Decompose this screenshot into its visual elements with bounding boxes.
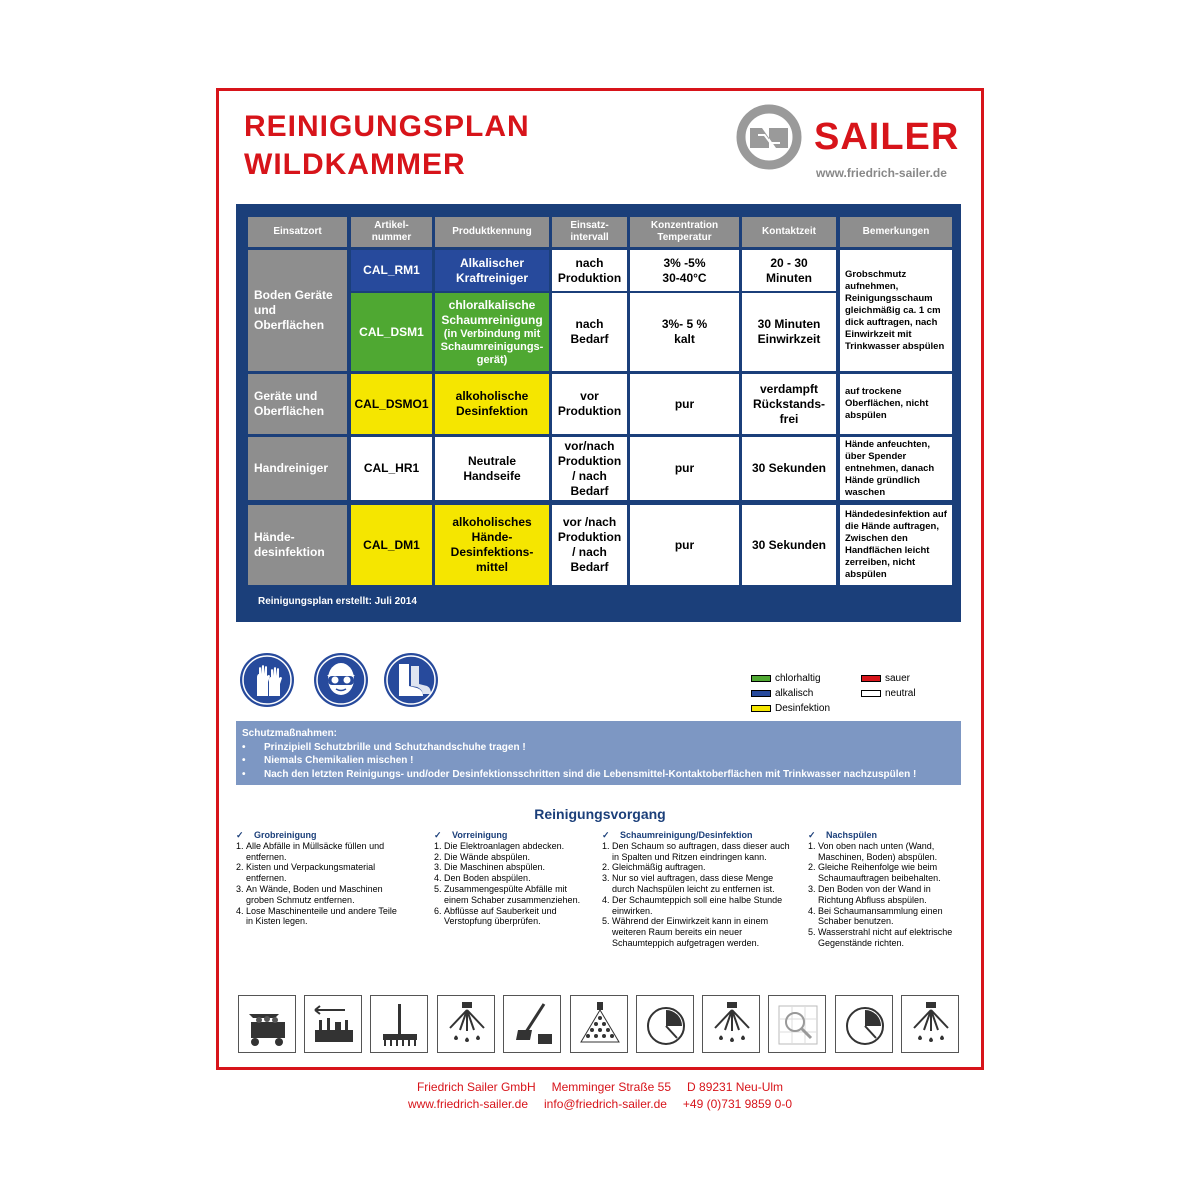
list-number: 3. bbox=[602, 873, 610, 884]
procedure-step-title: Nachspülen bbox=[826, 830, 878, 840]
scraper-icon bbox=[503, 995, 561, 1053]
list-text: Von oben nach unten (Wand, Maschinen, Boden) abspülen. bbox=[818, 840, 938, 862]
checkmark-icon: ✓ bbox=[602, 830, 610, 840]
list-text: Nur so viel auftragen, dass diese Menge durch Nachspülen leicht zu entfernen ist. bbox=[612, 873, 775, 894]
produkt-name: alkoholische Desinfektion bbox=[455, 389, 529, 418]
table-header: Artikel- nummer bbox=[351, 217, 432, 247]
list-item bbox=[602, 873, 792, 895]
timer-icon bbox=[835, 995, 893, 1053]
bemerkung: Grobschmutz aufnehmen, Reinigungsschaum gleichmäßig ca. 1 cm dick auftragen, nach Einwirkzeit mit Trinkwasser abspülen bbox=[840, 250, 952, 371]
list-item bbox=[236, 862, 406, 884]
table-header: Einsatzort bbox=[248, 217, 347, 247]
list-item bbox=[602, 916, 792, 948]
kontaktzeit: 30 Sekunden bbox=[742, 505, 836, 585]
logo-name: SAILER bbox=[814, 116, 960, 158]
list-text: Alle Abfälle in Müllsäcke füllen und entfernen. bbox=[246, 840, 385, 862]
list-number: 2. bbox=[236, 862, 244, 873]
legend-desinfektion: Desinfektion bbox=[751, 703, 830, 714]
list-text: Bei Schaumansammlung einen Schaber benutzen. bbox=[818, 905, 943, 927]
list-text: Kisten und Verpackungsmaterial entfernen. bbox=[246, 862, 376, 884]
list-item bbox=[434, 841, 594, 852]
list-item bbox=[808, 884, 958, 906]
produkt-kennung bbox=[435, 250, 549, 291]
einsatzort-label: Boden Geräte und Oberflächen bbox=[248, 250, 347, 371]
list-item bbox=[808, 906, 958, 928]
street: Memminger Straße 55 bbox=[551, 1080, 672, 1094]
list-item bbox=[434, 884, 594, 906]
safety-measures bbox=[236, 721, 961, 785]
foam-apply-icon bbox=[570, 995, 628, 1053]
spray-rinse-icon bbox=[702, 995, 760, 1053]
einsatzort-label: Geräte und Oberflächen bbox=[248, 374, 347, 434]
produkt-kennung bbox=[435, 293, 549, 371]
remove-tools-icon bbox=[304, 995, 362, 1053]
table-header: Bemerkungen bbox=[840, 217, 952, 247]
safety-item: • Nach den letzten Reinigungs- und/oder Desinfektionsschritten sind die Lebensmittel-Kontaktoberflächen mit Trinkwasser nachzuspülen ! bbox=[242, 768, 917, 780]
legend-swatch-red bbox=[861, 675, 881, 682]
list-number: 4. bbox=[602, 894, 610, 905]
phone-number: +49 (0)731 9859 0-0 bbox=[682, 1097, 793, 1111]
list-text: Lose Maschinenteile und andere Teile in Kisten legen. bbox=[246, 905, 397, 927]
address-line-1 bbox=[0, 1079, 1200, 1096]
bemerkung: Händedesinfektion auf die Hände auftragen, Zwischen den Handflächen leicht zerreiben, nicht abspülen bbox=[840, 505, 952, 585]
list-number: 4. bbox=[808, 905, 816, 916]
einsatz-intervall: vor/nach Produktion / nach Bedarf bbox=[552, 437, 627, 500]
procedure-step-head bbox=[602, 830, 792, 841]
legend-alkalisch: alkalisch bbox=[751, 688, 813, 699]
procedure-step-head bbox=[808, 830, 958, 841]
legend-swatch-yellow bbox=[751, 705, 771, 712]
waste-cart-icon bbox=[238, 995, 296, 1053]
list-text: Wasserstrahl nicht auf elektrische Gegenstände richten. bbox=[818, 927, 953, 948]
einsatzort-label: Handreiniger bbox=[248, 437, 347, 500]
artikel-nummer: CAL_DSM1 bbox=[351, 293, 432, 371]
list-number: 2. bbox=[434, 851, 442, 862]
produkt-name: Alkalischer Kraftreiniger bbox=[455, 255, 529, 285]
produkt-name: chloralkalische Schaumreinigung bbox=[441, 297, 543, 327]
list-number: 1. bbox=[236, 840, 244, 851]
legend-swatch-blue bbox=[751, 690, 771, 697]
konzentration: pur bbox=[630, 374, 739, 434]
procedure-step-title: Vorreinigung bbox=[452, 830, 508, 840]
bemerkung: Hände anfeuchten, über Spender entnehmen, danach Hände gründlich waschen bbox=[840, 437, 952, 500]
bemerkung: auf trockene Oberflächen, nicht abspülen bbox=[840, 374, 952, 434]
logo-url[interactable]: www.friedrich-sailer.de bbox=[816, 166, 947, 180]
produkt-kennung bbox=[435, 374, 549, 434]
produkt-kennung bbox=[435, 505, 549, 585]
artikel-nummer: CAL_DM1 bbox=[351, 505, 432, 585]
list-item bbox=[236, 841, 406, 863]
einsatz-intervall: vor /nach Produktion / nach Bedarf bbox=[552, 505, 627, 585]
produkt-kennung bbox=[435, 437, 549, 500]
kontaktzeit: 30 Sekunden bbox=[742, 437, 836, 500]
list-item bbox=[434, 906, 594, 928]
einsatz-intervall: vor Produktion bbox=[552, 374, 627, 434]
list-item bbox=[434, 852, 594, 863]
produkt-name: Neutrale Handseife bbox=[463, 453, 521, 483]
list-text: Den Boden abspülen. bbox=[444, 873, 531, 884]
list-text: Während der Einwirkzeit kann in einem weiteren Raum bereits ein neuer Schaumteppich aufgetragen werden. bbox=[612, 916, 769, 948]
checkmark-icon: ✓ bbox=[434, 830, 442, 840]
safety-goggles-icon bbox=[313, 652, 369, 708]
einsatz-intervall: nach Bedarf bbox=[552, 293, 627, 371]
list-number: 6. bbox=[434, 905, 442, 916]
list-text: Die Wände abspülen. bbox=[444, 851, 531, 862]
list-item bbox=[808, 927, 958, 949]
inspect-icon bbox=[768, 995, 826, 1053]
list-item bbox=[236, 884, 406, 906]
safety-item: • Prinzipiell Schutzbrille und Schutzhandschuhe tragen ! bbox=[242, 741, 526, 753]
list-text: Die Maschinen abspülen. bbox=[444, 862, 546, 873]
broom-icon bbox=[370, 995, 428, 1053]
table-header: Kontaktzeit bbox=[742, 217, 836, 247]
procedure-title: Reinigungsvorgang bbox=[534, 806, 666, 822]
city: D 89231 Neu-Ulm bbox=[687, 1080, 784, 1094]
list-number: 4. bbox=[236, 905, 244, 916]
list-number: 5. bbox=[434, 883, 442, 894]
kontaktzeit: verdampft Rückstands- frei bbox=[742, 374, 836, 434]
table-header: Einsatz- intervall bbox=[552, 217, 627, 247]
list-text: Abflüsse auf Sauberkeit und Verstopfung überprüfen. bbox=[444, 905, 557, 927]
safety-boots-icon bbox=[383, 652, 439, 708]
title-line-1: REINIGUNGSPLAN bbox=[244, 110, 530, 143]
list-item bbox=[236, 906, 406, 928]
list-item bbox=[434, 862, 594, 873]
list-number: 3. bbox=[236, 883, 244, 894]
list-number: 3. bbox=[434, 862, 442, 873]
einsatzort-label: Hände- desinfektion bbox=[248, 505, 347, 585]
safety-title: Schutzmaßnahmen: bbox=[242, 728, 338, 739]
list-number: 1. bbox=[808, 840, 816, 851]
list-number: 1. bbox=[602, 840, 610, 851]
procedure-step-head bbox=[434, 830, 594, 841]
timer-icon bbox=[636, 995, 694, 1053]
list-number: 5. bbox=[808, 927, 816, 938]
list-text: Den Boden von der Wand in Richtung Abfluss abspülen. bbox=[818, 883, 931, 905]
procedure-column bbox=[808, 830, 958, 949]
list-number: 5. bbox=[602, 916, 610, 927]
produkt-name: alkoholisches Hände- Desinfektions- mittel bbox=[450, 515, 534, 574]
list-text: An Wände, Boden und Maschinen groben Schmutz entfernen. bbox=[246, 883, 383, 905]
list-number: 3. bbox=[808, 883, 816, 894]
legend-chlorhaltig: chlorhaltig bbox=[751, 673, 821, 684]
page-title bbox=[244, 108, 530, 184]
spray-rinse-icon bbox=[901, 995, 959, 1053]
artikel-nummer: CAL_HR1 bbox=[351, 437, 432, 500]
list-text: Den Schaum so auftragen, dass dieser auch in Spalten und Ritzen eindringen kann. bbox=[612, 840, 790, 862]
legend-swatch-white bbox=[861, 690, 881, 697]
einsatz-intervall: nach Produktion bbox=[552, 250, 627, 291]
email-link[interactable]: info@friedrich-sailer.de bbox=[544, 1097, 667, 1111]
list-number: 1. bbox=[434, 840, 442, 851]
list-item bbox=[602, 895, 792, 917]
list-item bbox=[602, 841, 792, 863]
list-number: 2. bbox=[602, 862, 610, 873]
checkmark-icon: ✓ bbox=[236, 830, 244, 840]
sailer-logo bbox=[736, 104, 960, 182]
table-header: Produktkennung bbox=[435, 217, 549, 247]
konzentration: pur bbox=[630, 505, 739, 585]
procedure-column bbox=[602, 830, 792, 949]
list-item bbox=[808, 862, 958, 884]
artikel-nummer: CAL_DSMO1 bbox=[351, 374, 432, 434]
list-text: Der Schaumteppich soll eine halbe Stunde einwirken. bbox=[612, 894, 783, 916]
address-line-2 bbox=[0, 1096, 1200, 1113]
procedure-step-head bbox=[236, 830, 406, 841]
kontaktzeit: 30 Minuten Einwirkzeit bbox=[742, 293, 836, 371]
checkmark-icon: ✓ bbox=[808, 830, 816, 840]
konzentration: 3% -5% 30-40°C bbox=[630, 250, 739, 291]
procedure-column bbox=[236, 830, 406, 927]
list-text: Die Elektroanlagen abdecken. bbox=[444, 840, 565, 851]
list-text: Zusammengespülte Abfälle mit einem Schaber zusammenziehen. bbox=[444, 883, 581, 905]
list-text: Gleichmäßig auftragen. bbox=[612, 862, 706, 873]
company-name: Friedrich Sailer GmbH bbox=[416, 1080, 536, 1094]
konzentration: pur bbox=[630, 437, 739, 500]
list-item bbox=[434, 873, 594, 884]
artikel-nummer: CAL_RM1 bbox=[351, 250, 432, 291]
list-text: Gleiche Reihenfolge wie beim Schaumauftragen beibehalten. bbox=[818, 862, 941, 884]
legend-neutral: neutral bbox=[861, 688, 916, 699]
procedure-step-title: Grobreinigung bbox=[254, 830, 317, 840]
table-footer-note: Reinigungsplan erstellt: Juli 2014 bbox=[258, 596, 417, 607]
title-line-2: WILDKAMMER bbox=[244, 148, 466, 181]
safety-item: • Niemals Chemikalien mischen ! bbox=[242, 755, 414, 766]
legend-swatch-green bbox=[751, 675, 771, 682]
website-link[interactable]: www.friedrich-sailer.de bbox=[407, 1097, 529, 1111]
produkt-hinweis: (in Verbindung mit Schaumreinigungs- gerät) bbox=[440, 327, 544, 366]
list-item bbox=[808, 841, 958, 863]
spray-rinse-icon bbox=[437, 995, 495, 1053]
konzentration: 3%- 5 % kalt bbox=[630, 293, 739, 371]
kontaktzeit: 20 - 30 Minuten bbox=[742, 250, 836, 291]
procedure-column bbox=[434, 830, 594, 927]
sailer-logo-icon bbox=[736, 104, 802, 170]
list-item bbox=[602, 862, 792, 873]
gloves-icon bbox=[239, 652, 295, 708]
procedure-step-title: Schaumreinigung/Desinfektion bbox=[620, 830, 753, 840]
table-header: Konzentration Temperatur bbox=[630, 217, 739, 247]
list-number: 2. bbox=[808, 862, 816, 873]
legend-sauer: sauer bbox=[861, 673, 910, 684]
list-number: 4. bbox=[434, 873, 442, 884]
